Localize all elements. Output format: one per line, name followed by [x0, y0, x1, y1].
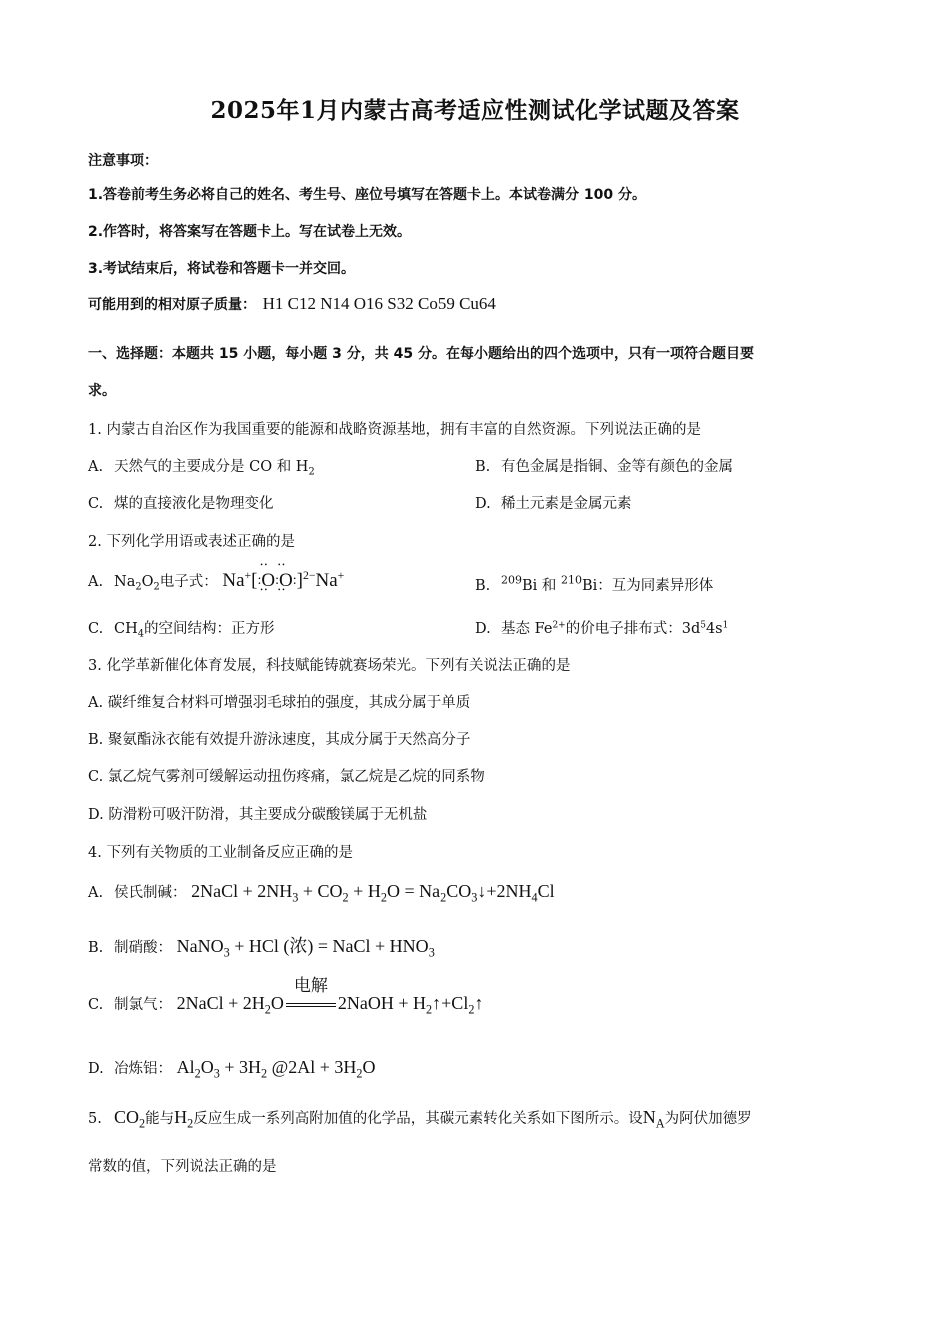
notice-item-3: 3.考试结束后，将试卷和答题卡一并交回。 — [88, 261, 356, 277]
q5-text1: 能与 — [145, 1111, 175, 1127]
q5-stem-line2: 常数的值，下列说法正确的是 — [88, 1159, 277, 1175]
q2-d-tail: 的价电子排布式：3d — [565, 621, 701, 637]
q1-option-a: A. 天然气的主要成分是 CO 和 $H_2$ — [88, 459, 315, 478]
q1-option-d — [475, 492, 632, 513]
q4-c-text: 制氯气： — [114, 997, 172, 1013]
option-label: D. — [475, 621, 491, 637]
q4-option-a — [88, 881, 555, 905]
bi-isotope-209: 209 — [501, 573, 522, 587]
q3-option-b: B. 聚氨酯泳衣能有效提升游泳速度，其成分属于天然高分子 — [88, 732, 471, 748]
option-label: A. — [88, 459, 104, 475]
atomic-mass-label: 可能用到的相对原子质量： — [88, 297, 256, 313]
q4-option-b — [88, 932, 435, 958]
atomic-mass-values: H1 C12 N14 O16 S32 Co59 Cu64 — [262, 294, 496, 313]
section-1-heading-line1: 一、选择题：本题共 15 小题，每小题 3 分，共 45 分。在每小题给出的四个选项中，只有一项符合题目要 — [88, 346, 754, 362]
q4-b-text: 制硝酸： — [114, 940, 172, 956]
q2-option-a: A. $Na_2O_2$电子式： Na+[:• • O • •:• • O • •:]$^{2-}$Na+ — [88, 570, 344, 592]
option-label: A. — [88, 574, 104, 590]
q2-a-o: O — [141, 574, 154, 590]
q3-option-d: D. 防滑粉可吸汗防滑，其主要成分碳酸镁属于无机盐 — [88, 807, 428, 823]
q4-option-c — [88, 976, 484, 1017]
q4-d-text: 冶炼铝： — [114, 1061, 172, 1077]
q4-option-d — [88, 1057, 376, 1081]
q1-option-c — [88, 492, 274, 513]
notice-heading: 注意事项： — [88, 153, 158, 169]
na2o2-electron-formula: Na+[:• • O • •:• • O • •:]$^{2-}$Na+ — [222, 570, 344, 591]
q2-a-suffix: 电子式： — [159, 574, 218, 590]
q2-b-text2: Bi：互为同素异形体 — [582, 578, 714, 594]
option-label: D. — [88, 1061, 104, 1077]
option-label: B. — [88, 940, 104, 956]
q1-c-text: 煤的直接液化是物理变化 — [114, 496, 274, 512]
page-title: 2025年1月内蒙古高考适应性测试化学试题及答案 — [210, 97, 740, 124]
q5-text2: 反应生成一系列高附加值的化学品，其碳元素转化关系如下图所示。设 — [193, 1111, 643, 1127]
q3-option-a: A. 碳纤维复合材料可增强羽毛球拍的强度，其成分属于单质 — [88, 695, 471, 711]
notice-item-1: 1.答卷前考生务必将自己的姓名、考生号、座位号填写在答题卡上。本试卷满分 100 分。 — [88, 187, 647, 203]
option-label: D. — [475, 496, 491, 512]
q4-stem: 4. 下列有关物质的工业制备反应正确的是 — [88, 845, 353, 861]
q1-stem: 1. 内蒙古自治区作为我国重要的能源和战略资源基地，拥有丰富的自然资源。下列说法正确的是 — [88, 422, 701, 438]
q4-a-text: 侯氏制碱： — [114, 885, 187, 901]
q2-option-d: D. 基态 $Fe^{2+}$的价电子排布式：$3d^54s^1$ — [475, 620, 729, 637]
equation-nitric-acid: NaNO$_3$ + HCl (浓) = NaCl + $HNO_3$ — [176, 936, 435, 960]
q2-option-c: C. $CH_4$的空间结构：正方形 — [88, 621, 275, 640]
equation-aluminum: $Al_2O_3 + 3H_2$ @2Al + $3H_2O$ — [176, 1057, 376, 1081]
equation-chlorine: 2NaCl + $2H_2O$ 电解 2NaOH + $H_2↑+Cl_2↑$ — [177, 993, 484, 1013]
atomic-mass-line — [88, 294, 496, 314]
option-label: C. — [88, 621, 104, 637]
q5-text3: 为阿伏加德罗 — [664, 1111, 752, 1127]
notice-item-2: 2.作答时，将答案写在答题卡上。写在试卷上无效。 — [88, 224, 412, 240]
option-label: B. — [475, 459, 491, 475]
q2-c-text: 的空间结构：正方形 — [144, 621, 275, 637]
option-label: B. — [475, 578, 491, 594]
option-label: A. — [88, 885, 104, 901]
q2-b-text1: Bi 和 — [522, 578, 562, 594]
q3-stem: 3. 化学革新催化体育发展，科技赋能铸就赛场荣光。下列有关说法正确的是 — [88, 658, 571, 674]
electrolysis-condition: 电解 — [293, 976, 328, 996]
q2-a-na: Na — [114, 574, 136, 590]
q1-d-text: 稀土元素是金属元素 — [501, 496, 632, 512]
q2-option-b — [475, 574, 713, 595]
section-1-heading-line2: 求。 — [88, 383, 116, 399]
q2-stem: 2. 下列化学用语或表述正确的是 — [88, 534, 295, 550]
q1-option-b — [475, 455, 733, 476]
q3-option-c: C. 氯乙烷气雾剂可缓解运动扭伤疼痛，氯乙烷是乙烷的同系物 — [88, 769, 485, 785]
equation-solvay: 2NaCl + $2NH_3 + CO_2 + H_2O$ = $Na_2CO_3↓+2NH_4Cl$ — [191, 881, 555, 905]
q1-b-text: 有色金属是指铜、金等有颜色的金属 — [501, 459, 733, 475]
q5-stem-line1: 5. $CO_2$能与$H_2$反应生成一系列高附加值的化学品，其碳元素转化关系如下图所示。设$N_A$为阿伏加德罗 — [88, 1107, 752, 1131]
option-label: C. — [88, 496, 104, 512]
q2-d-text: 基态 Fe — [501, 621, 553, 637]
option-label: C. — [88, 997, 104, 1013]
bi-isotope-210: 210 — [561, 573, 583, 587]
q1-a-text: 天然气的主要成分是 CO 和 H — [114, 459, 309, 475]
q5-number: 5. — [88, 1111, 102, 1127]
